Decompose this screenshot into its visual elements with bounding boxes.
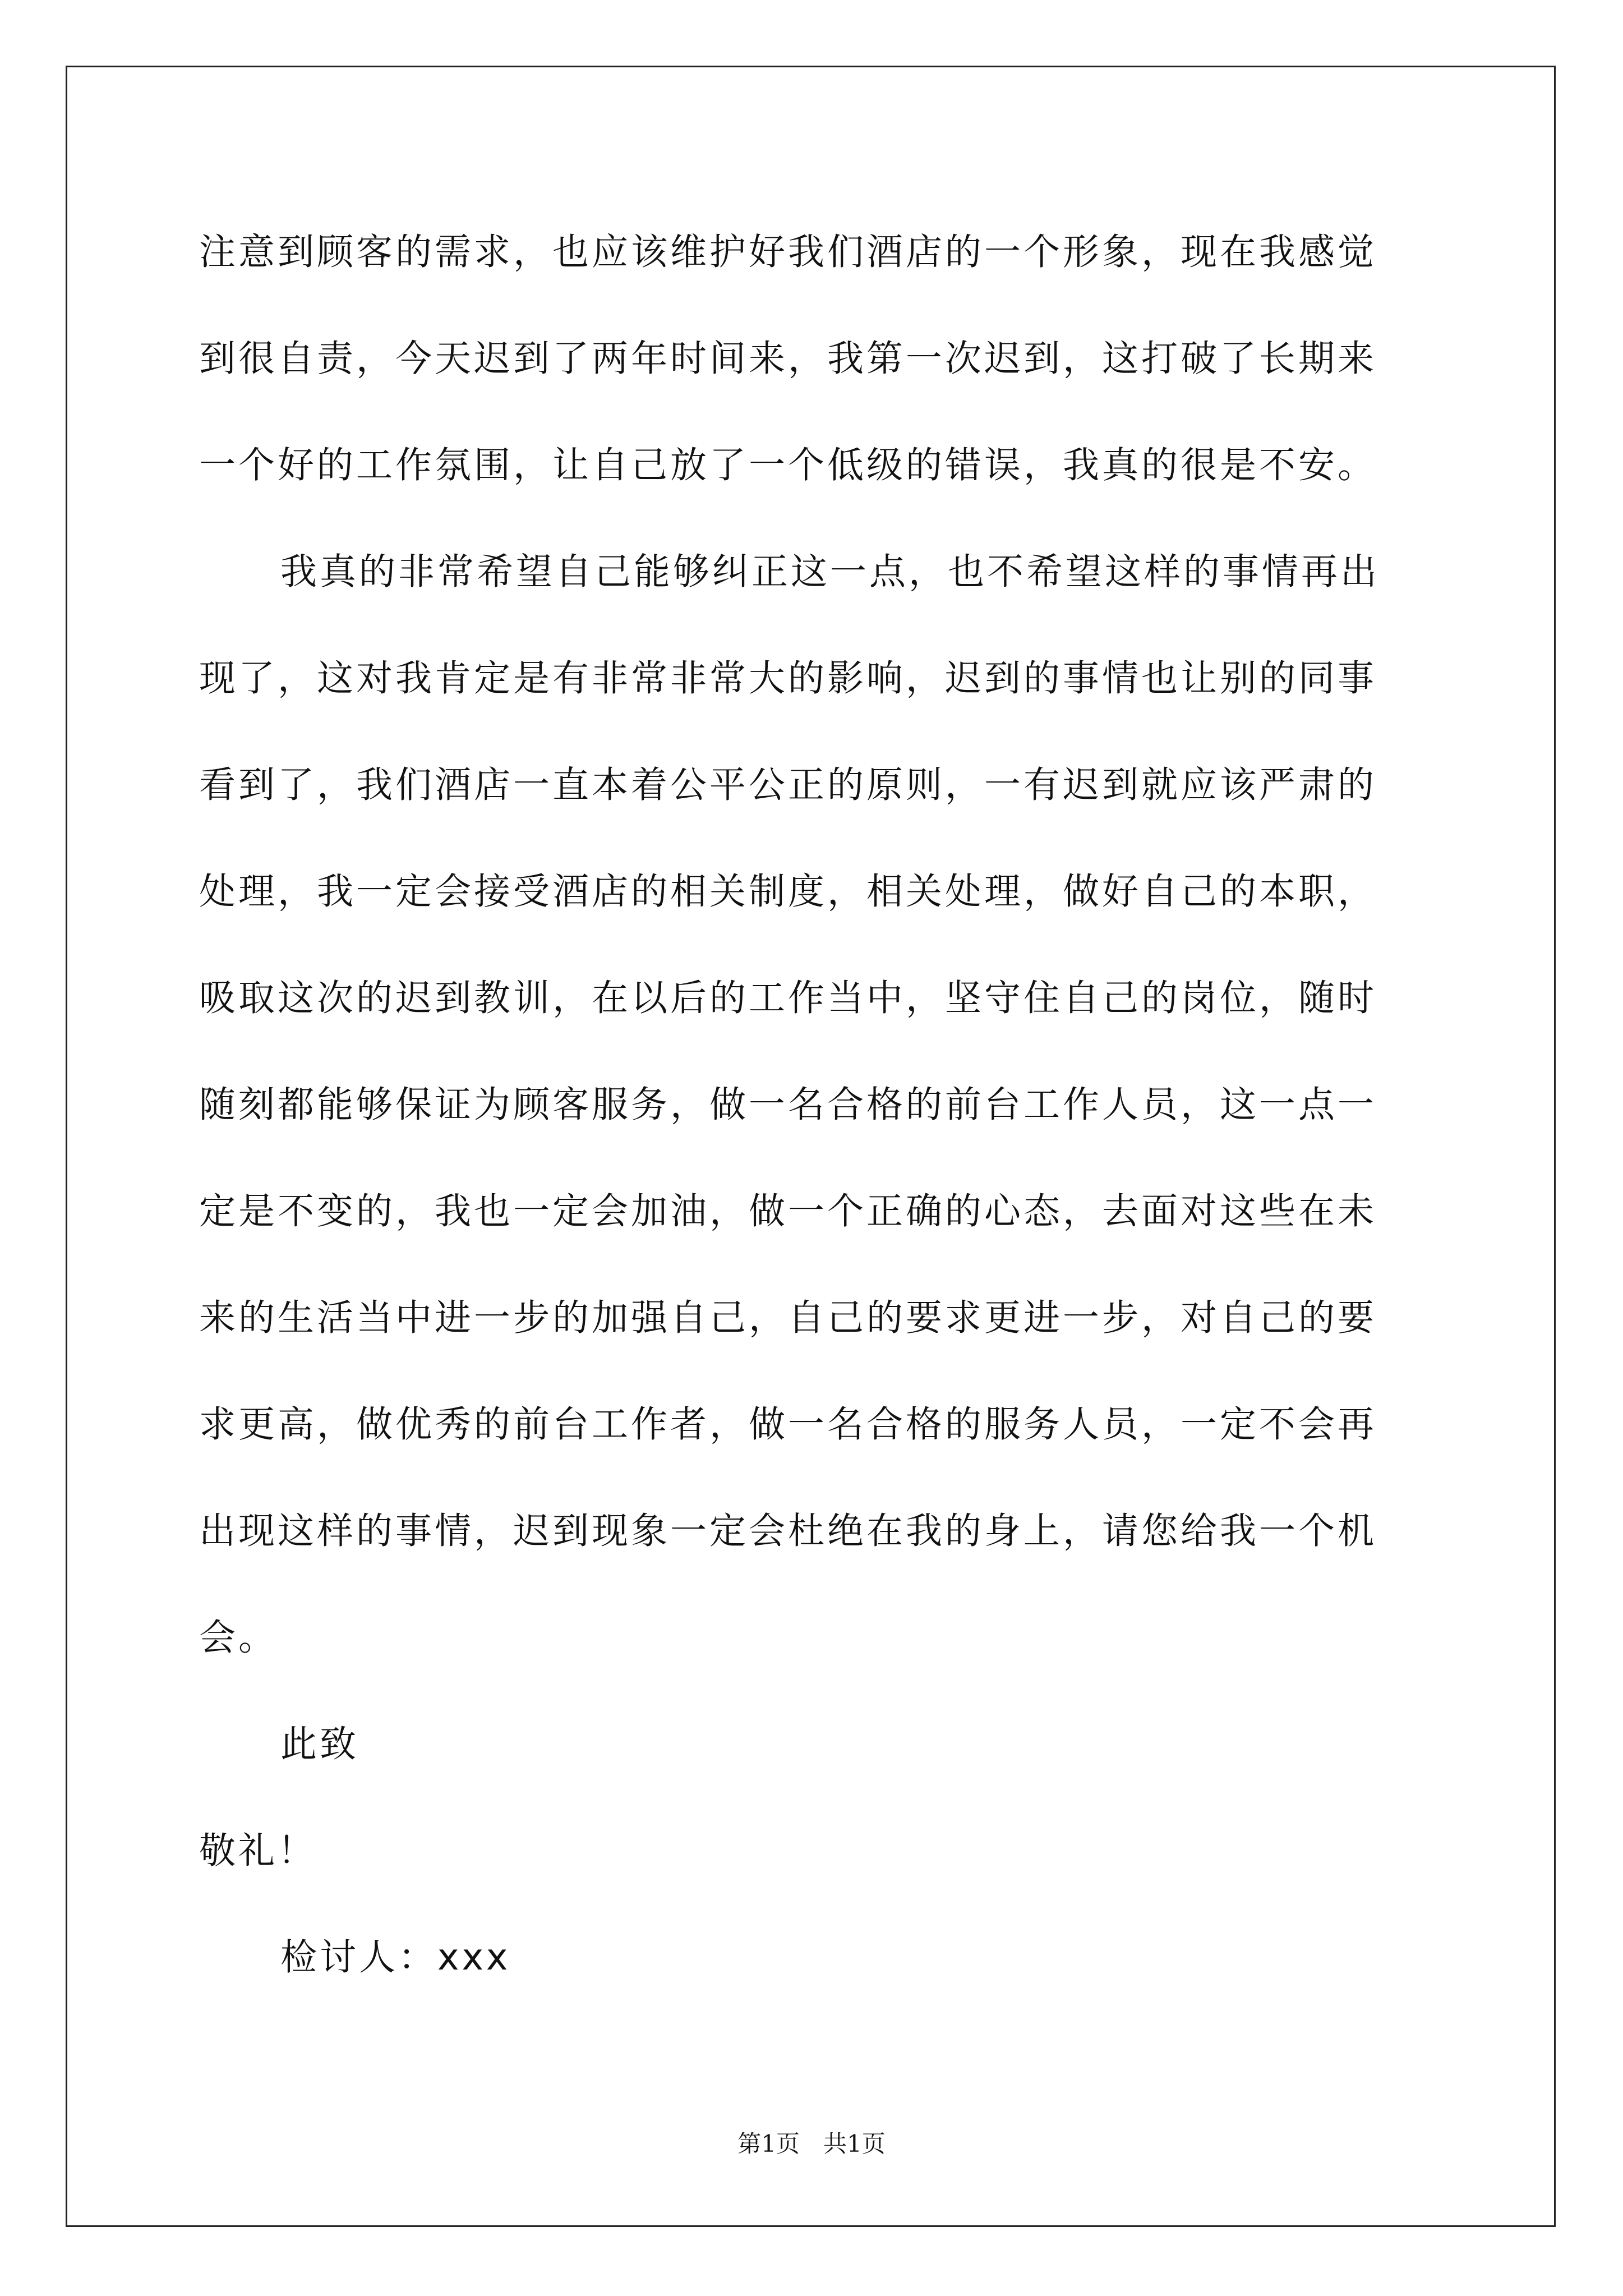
body-line: 求更高，做优秀的前台工作者，做一名合格的服务人员，一定不会再 bbox=[199, 1404, 1377, 1446]
body-line: 现了，这对我肯定是有非常非常大的影响，迟到的事情也让别的同事 bbox=[199, 657, 1377, 700]
salutation: 敬礼！ bbox=[199, 1830, 317, 1872]
body-line: 随刻都能够保证为顾客服务，做一名合格的前台工作人员，这一点一 bbox=[199, 1084, 1377, 1126]
body-line: 吸取这次的迟到教训，在以后的工作当中，坚守住自己的岗位，随时 bbox=[199, 977, 1377, 1019]
closing: 此致 bbox=[280, 1723, 359, 1765]
body-line: 我真的非常希望自己能够纠正这一点，也不希望这样的事情再出 bbox=[280, 551, 1380, 593]
body-line: 注意到顾客的需求，也应该维护好我们酒店的一个形象，现在我感觉 bbox=[199, 231, 1377, 273]
body-line: 出现这样的事情，迟到现象一定会杜绝在我的身上，请您给我一个机 bbox=[199, 1510, 1377, 1552]
body-line: 定是不变的，我也一定会加油，做一个正确的心态，去面对这些在未 bbox=[199, 1190, 1377, 1232]
signature: 检讨人：xxx bbox=[280, 1936, 511, 1978]
body-line: 处理，我一定会接受酒店的相关制度，相关处理，做好自己的本职， bbox=[199, 871, 1377, 913]
body-line: 来的生活当中进一步的加强自己，自己的要求更进一步，对自己的要 bbox=[199, 1297, 1377, 1339]
page-border bbox=[66, 66, 1556, 2227]
body-line: 一个好的工作氛围，让自己放了一个低级的错误，我真的很是不安。 bbox=[199, 444, 1377, 486]
body-line: 到很自责，今天迟到了两年时间来，我第一次迟到，这打破了长期来 bbox=[199, 338, 1377, 380]
page-footer: 第1页 共1页 bbox=[737, 2130, 886, 2157]
body-line: 会。 bbox=[199, 1617, 278, 1659]
body-line: 看到了，我们酒店一直本着公平公正的原则，一有迟到就应该严肃的 bbox=[199, 764, 1377, 806]
